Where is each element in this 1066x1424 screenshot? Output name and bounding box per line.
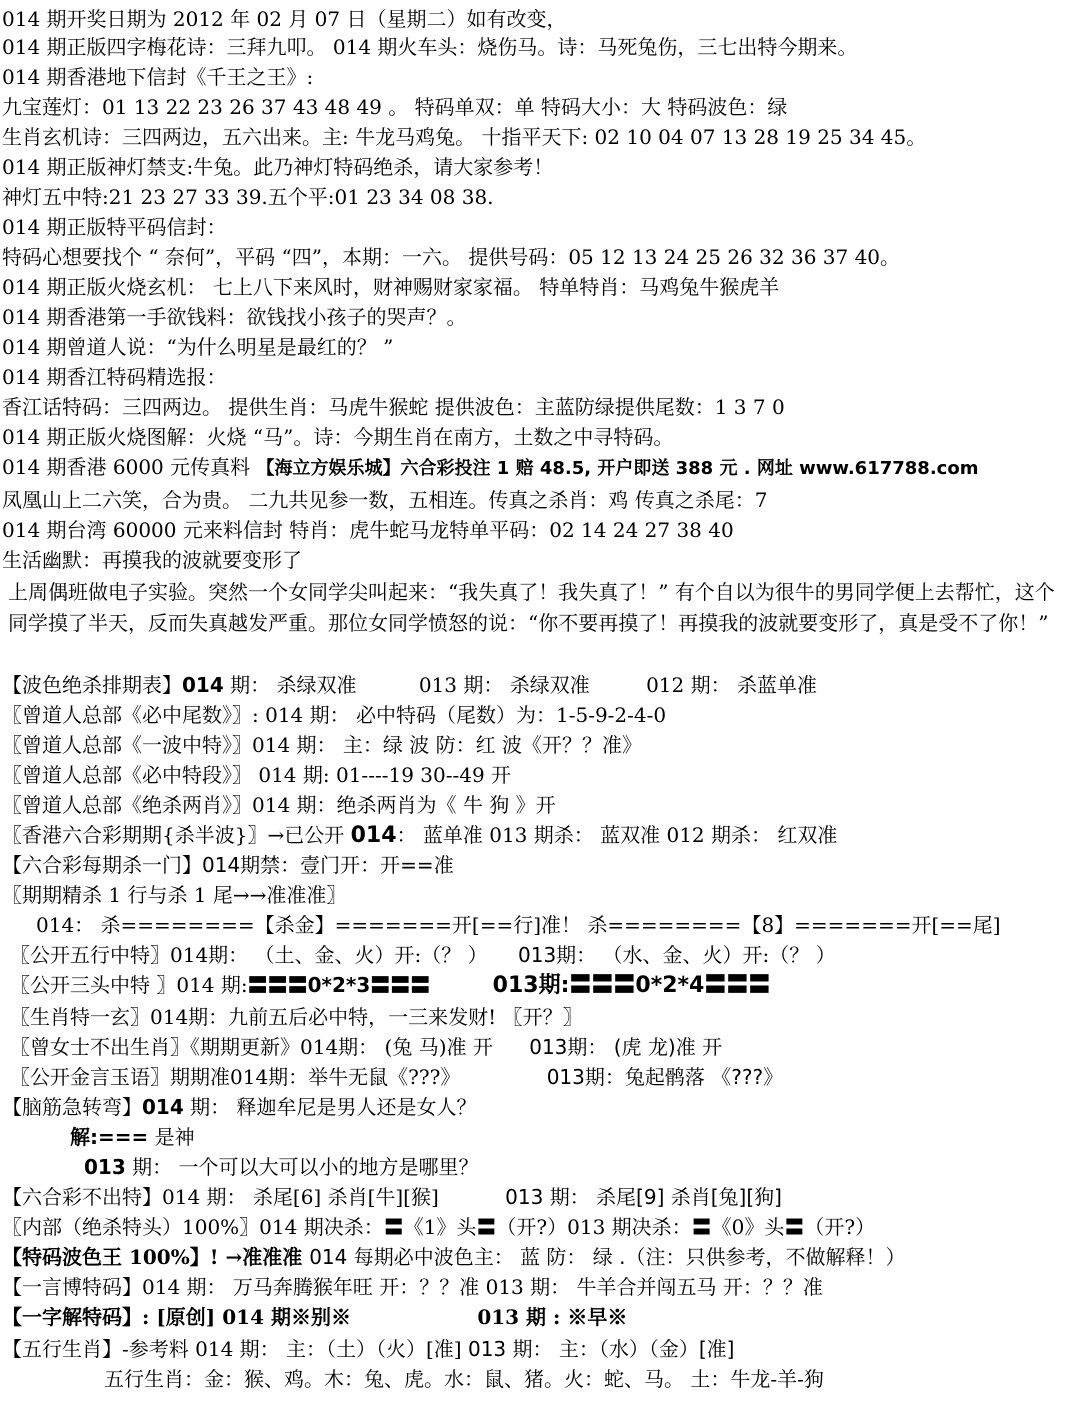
- kill-element-line: 014： 杀========【杀金】=======开[==行]准！ 杀========【8】=======开[==尾]: [36, 913, 1001, 937]
- no-special-014: 【六合彩不出特】014 期： 杀尾[6] 杀肖[牛][猴]: [2, 1185, 439, 1209]
- riddle2-line: [84, 1154, 1064, 1180]
- hk-first-hand-line: 014 期香港第一手欲钱料：欲钱找小孩子的哭声？。: [2, 305, 467, 329]
- ms-zeng-line: [10, 1034, 1064, 1060]
- riddle-answer-line: [70, 1124, 1064, 1150]
- one-word-bet-line: 【一言博特码】014 期： 万马奔腾猴年旺 开：？？准 013 期： 牛羊合并闯五马 开：？？准: [2, 1275, 823, 1299]
- wave-kill-period: 014: [182, 673, 224, 697]
- taiwan-envelope-line: 014 期台湾 60000 元来料信封 特肖：虎牛蛇马龙特单平码：02 14 24 27 38 40: [2, 518, 734, 542]
- five-element-013-label: 013期：: [518, 943, 597, 967]
- riddle-title: 【脑筋急转弯】: [2, 1095, 142, 1119]
- special-code-line: 特码心想要找个 “ 奈何”，平码 “四”，本期：一六。 提供号码：05 12 13 24 25 26 32 36 37 40。: [2, 245, 901, 269]
- one-wave-line: 〖曾道人总部《一波中特》〗014 期： 主：绿 波 防：红 波《开？？准》: [2, 733, 642, 757]
- wave-king-line: [2, 1244, 1064, 1270]
- fax-ad-line: [2, 454, 1064, 480]
- riddle-line: [2, 1094, 1064, 1120]
- special-envelope-title: 014 期正版特平码信封：: [2, 215, 227, 239]
- wave-kill-title: 【波色绝杀排期表】: [2, 673, 182, 697]
- half-wave-period: 014: [350, 823, 397, 848]
- humor-title: 生活幽默：再摸我的波就要变形了: [2, 548, 302, 572]
- plum-poem-line: 014 期正版四字梅花诗：三拜九叩。 014 期火车头：烧伤马。诗：马死兔伤，三七出特今期来。: [2, 35, 858, 59]
- kill-door-line: [2, 852, 1064, 878]
- five-element-014: 〖公开五行中特〗014期： （土、金、火）开:（？ ）: [10, 943, 488, 967]
- five-element-013: （水、金、火）开:（？ ）: [602, 943, 836, 967]
- wave-kill-013: 013 期： 杀绿双准: [418, 673, 590, 697]
- wave-kill-014: 期： 杀绿双准: [223, 673, 357, 697]
- half-wave-title: 〖香港六合彩期期{杀半波}〗→已公开: [2, 823, 351, 847]
- kill-head-line: 〖内部（绝杀特头）100%〗014 期决杀：〓《1》头〓（开?）013 期决杀：〓《0》头〓（开?）: [2, 1215, 876, 1239]
- no-special-013: 013 期： 杀尾[9] 杀肖[兔][狗]: [505, 1185, 782, 1209]
- hk-envelope-title: 014 期香港地下信封《千王之王》:: [2, 65, 314, 89]
- draw-date-line: 014 期开奖日期为 2012 年 02 月 07 日（星期二）如有改变，: [2, 7, 567, 31]
- fire-diagram-line: 014 期正版火烧图解：火烧 “马”。诗：今期生肖在南方，土数之中寻特码。: [2, 425, 674, 449]
- kill-element-title: 〖期期精杀 1 行与杀 1 尾→→准准准〗: [2, 883, 347, 907]
- riddle2-period: 013: [84, 1155, 126, 1179]
- half-wave-results: ： 蓝单准 013 期杀： 蓝双准 012 期杀： 红双准: [396, 823, 838, 847]
- five-zodiac-014: 【五行生肖】-参考料 014 期： 主：（土）（火）[准]: [2, 1337, 462, 1361]
- one-char-014: 【一字解特码】: [原创] 014 期※别※: [2, 1305, 351, 1329]
- riddle-period: 014: [142, 1095, 184, 1119]
- nine-lotus-line: 九宝莲灯：01 13 22 23 26 37 43 48 49 。 特码单双：单 特码大小：大 特码波色：绿: [2, 95, 788, 119]
- kill-door-title: 【六合彩每期杀一门】: [2, 853, 202, 877]
- wave-king-value: 014 每期必中波色主： 蓝 防： 绿 .（注：只供参考，不做解释！）: [309, 1245, 906, 1269]
- ms-zeng-014: 〖曾女士不出生肖〗《期期更新》014期： (兔 马)准 开: [10, 1035, 493, 1059]
- phoenix-line: 凤凰山上二六笑，合为贵。 二九共见参一数，五相连。传真之杀肖：鸡 传真之杀尾：7: [2, 488, 768, 512]
- three-head-title: 〖公开三头中特 〗014 期:: [10, 973, 248, 997]
- kill-door-value: 014期禁：壹门开：开==准: [202, 853, 454, 877]
- tail-number-line: 〖曾道人总部《必中尾数》〗: 014 期： 必中特码（尾数）为：1-5-9-2-4-0: [2, 703, 667, 727]
- wave-kill-line: [2, 672, 1064, 698]
- golden-words-013: 013期：兔起鹘落 《???》: [546, 1065, 784, 1089]
- lamp-five-line: 神灯五中特:21 23 27 33 39.五个平:01 23 34 08 38.: [2, 185, 494, 209]
- golden-words-line: [10, 1064, 1064, 1090]
- zeng-says-line: 014 期曾道人说：“为什么明星是最红的？ ”: [2, 335, 394, 359]
- special-segment-line: 〖曾道人总部《必中特段》〗 014 期: 01----19 30--49 开: [2, 763, 512, 787]
- wave-kill-012: 012 期： 杀蓝单准: [646, 673, 817, 697]
- fire-mystery-line: 014 期正版火烧玄机： 七上八下来风时，财神赐财家家福。 特单特肖：马鸡兔牛猴虎羊: [2, 275, 780, 299]
- riddle-question: 期： 释迦牟尼是男人还是女人？: [183, 1095, 477, 1119]
- five-zodiac-013: 013 期： 主：（水）（金）[准]: [467, 1337, 735, 1361]
- wave-king-title: 【特码波色王 100%】! →准准准: [2, 1245, 310, 1269]
- one-char-line: [2, 1304, 1064, 1330]
- five-zodiac-list: 五行生肖：金：猴、鸡。木：兔、虎。水：鼠、猪。火：蛇、马。 土：牛龙-羊-狗: [104, 1367, 824, 1391]
- half-wave-line: [2, 822, 1064, 848]
- fax-title: 014 期香港 6000 元传真料: [2, 455, 251, 479]
- divine-lamp-line: 014 期正版神灯禁支:牛兔。此乃神灯特码绝杀，请大家参考！: [2, 155, 554, 179]
- one-char-013: 013 期 : ※早※: [477, 1305, 628, 1329]
- zodiac-poem-line: 生肖玄机诗：三四两边，五六出来。主: 牛龙马鸡兔。 十指平天下: 02 10 04 07 13 28 19 25 34 45。: [2, 125, 927, 149]
- ms-zeng-013: 013期： (虎 龙)准 开: [529, 1035, 723, 1059]
- xiangjiang-line: 香江话特码：三四两边。 提供生肖：马虎牛猴蛇 提供波色：主蓝防绿提供尾数：1 3 7 0: [2, 395, 785, 419]
- riddle-answer: 是神: [154, 1125, 195, 1149]
- five-element-line: [10, 942, 1064, 968]
- riddle2-question: 期： 一个可以大可以小的地方是哪里？: [125, 1155, 479, 1179]
- ad-banner-link[interactable]: 【海立方娱乐城】六合彩投注 1 赔 48.5, 开户即送 388 元 . 网址 www.617788.com: [256, 458, 979, 479]
- no-special-line: [2, 1184, 1064, 1210]
- humor-story: 上周偶班做电子实验。突然一个女同学尖叫起来：“我失真了！我失真了！” 有个自以为很牛的男同学便上去帮忙，这个同学摸了半天，反而失真越发严重。那位女同学愤怒的说：“你不要再摸了！再摸我的波就要变形了，真是受不了你！”: [8, 580, 1055, 635]
- golden-words-014: 〖公开金言玉语〗期期准014期：举牛无鼠《???》: [10, 1065, 461, 1089]
- kill-two-zodiac-line: 〖曾道人总部《绝杀两肖》〗014 期：绝杀两肖为《 牛 狗 》开: [2, 793, 556, 817]
- riddle-answer-label: 解:===: [70, 1125, 149, 1149]
- three-head-013: 013期:〓〓〓0*2*4〓〓〓: [492, 973, 771, 998]
- five-zodiac-line: [2, 1336, 1064, 1362]
- three-head-014: 〓〓〓0*2*3〓〓〓: [247, 973, 431, 997]
- three-head-line: [10, 972, 1064, 998]
- xiangjiang-title: 014 期香江特码精选报：: [2, 365, 227, 389]
- zodiac-mystery-line: 〖生肖特一玄〗014期：九前五后必中特，一三来发财! 〖开？〗: [10, 1005, 583, 1029]
